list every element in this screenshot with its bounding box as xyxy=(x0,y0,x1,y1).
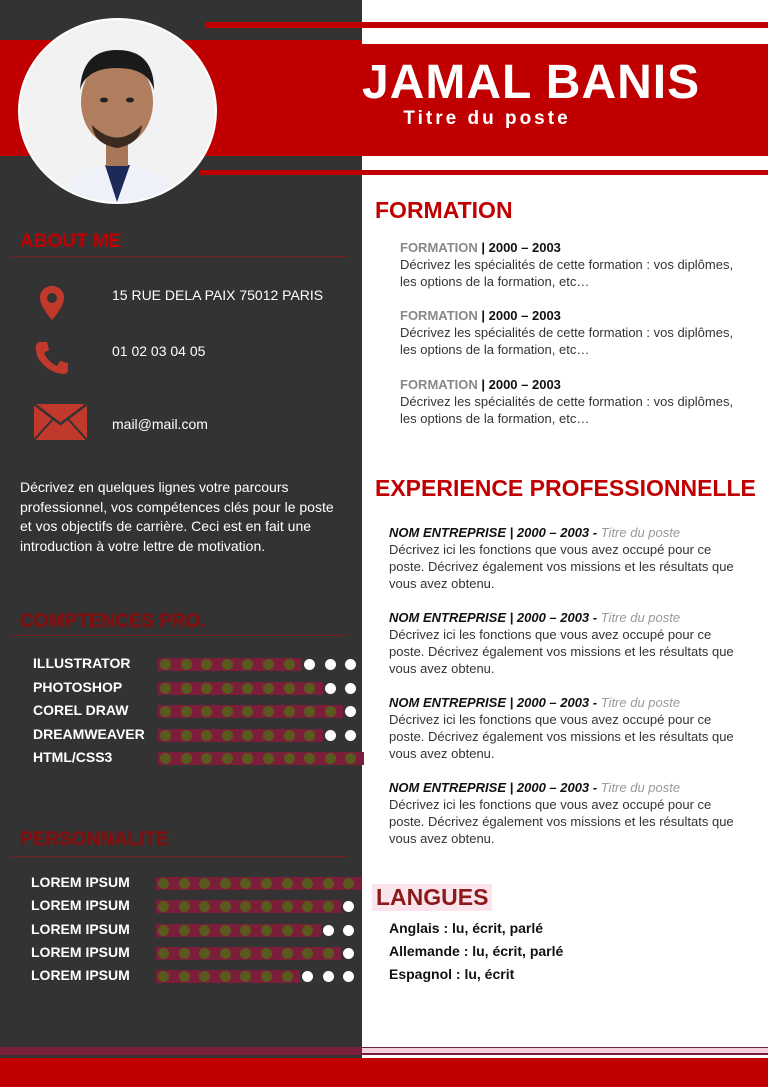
rating-dots xyxy=(160,682,366,696)
experience-item xyxy=(389,609,749,677)
language-item: Anglais : lu, écrit, parlé xyxy=(389,920,544,936)
experience-company: NOM ENTREPRISE | 2000 – 2003 - xyxy=(389,525,601,540)
rating-dots xyxy=(158,900,364,914)
rating-dot-empty xyxy=(343,948,354,959)
rating-dots xyxy=(160,752,366,766)
phone-text: 01 02 03 04 05 xyxy=(112,343,206,359)
rating-dot-filled xyxy=(304,683,315,694)
rating-label: HTML/CSS3 xyxy=(33,749,113,765)
rating-dot-empty xyxy=(343,901,354,912)
top-accent-line xyxy=(205,22,768,28)
experience-item xyxy=(389,524,749,592)
formation-text: Décrivez les spécialités de cette formation : vos diplômes, les options de la formation, etc… xyxy=(400,257,734,289)
rating-dot-filled xyxy=(240,925,251,936)
rating-dot-filled xyxy=(201,683,212,694)
about-rule xyxy=(10,256,348,257)
rating-label: LOREM IPSUM xyxy=(31,920,130,937)
rating-dot-filled xyxy=(201,730,212,741)
rating-dot-filled xyxy=(261,925,272,936)
formation-item xyxy=(400,239,750,290)
footer-band xyxy=(0,1058,768,1087)
rating-dot-filled xyxy=(158,925,169,936)
rating-dot-filled xyxy=(242,730,253,741)
profile-photo xyxy=(18,18,217,204)
rating-dot-filled xyxy=(282,878,293,889)
rating-dot-filled xyxy=(282,901,293,912)
rating-dots xyxy=(158,970,364,984)
language-item: Espagnol : lu, écrit xyxy=(389,966,515,982)
rating-dot-filled xyxy=(181,730,192,741)
language-item: Allemande : lu, écrit, parlé xyxy=(389,943,564,959)
rating-dot-filled xyxy=(284,730,295,741)
rating-dot-filled xyxy=(179,925,190,936)
rating-dot-filled xyxy=(263,659,274,670)
experience-role: Titre du poste xyxy=(600,610,681,625)
rating-dot-empty xyxy=(323,925,334,936)
experience-text: Décrivez ici les fonctions que vous avez occupé pour ce poste. Décrivez également vos missions et les résultats que vous avez obtenu. xyxy=(389,712,734,761)
personality-title: PERSONNALITE xyxy=(20,829,169,850)
experience-company: NOM ENTREPRISE | 2000 – 2003 - xyxy=(389,695,601,710)
experience-item xyxy=(389,779,749,847)
formation-text: Décrivez les spécialités de cette formation : vos diplômes, les options de la formation, etc… xyxy=(400,394,734,426)
email-text: mail@mail.com xyxy=(112,416,208,432)
rating-dot-filled xyxy=(222,753,233,764)
rating-dot-filled xyxy=(302,925,313,936)
rating-dot-empty xyxy=(345,683,356,694)
rating-dot-filled xyxy=(222,683,233,694)
rating-dot-filled xyxy=(323,878,334,889)
rating-dot-filled xyxy=(160,683,171,694)
footer-highlight xyxy=(362,1048,768,1053)
formation-item xyxy=(400,376,750,427)
skills-rule xyxy=(10,635,348,636)
rating-dot-filled xyxy=(220,925,231,936)
rating-dot-filled xyxy=(220,878,231,889)
formation-dates: | 2000 – 2003 xyxy=(477,308,561,323)
rating-dot-filled xyxy=(284,706,295,717)
experience-item xyxy=(389,694,749,762)
rating-dot-empty xyxy=(343,925,354,936)
rating-dot-filled xyxy=(158,948,169,959)
formation-label: FORMATION xyxy=(400,240,478,255)
rating-dots xyxy=(160,729,366,743)
rating-dot-empty xyxy=(325,683,336,694)
rating-dot-filled xyxy=(261,878,272,889)
experience-role: Titre du poste xyxy=(600,695,681,710)
rating-dot-filled xyxy=(263,706,274,717)
rating-dot-empty xyxy=(345,730,356,741)
personality-rule xyxy=(10,856,348,857)
rating-label: LOREM IPSUM xyxy=(31,943,130,960)
rating-dot-filled xyxy=(181,753,192,764)
experience-title: EXPERIENCE PROFESSIONNELLE xyxy=(375,475,756,501)
skills-title: COMPTENCES PRO. xyxy=(20,611,206,632)
rating-dot-filled xyxy=(199,948,210,959)
header-stripe xyxy=(362,40,768,44)
rating-dots xyxy=(158,924,364,938)
formation-label: FORMATION xyxy=(400,308,478,323)
rating-dot-filled xyxy=(325,706,336,717)
about-title: ABOUT ME xyxy=(20,231,122,252)
rating-dot-filled xyxy=(160,730,171,741)
rating-dots xyxy=(158,947,364,961)
formation-text: Décrivez les spécialités de cette formation : vos diplômes, les options de la formation, etc… xyxy=(400,325,734,357)
address-text: 15 RUE DELA PAIX 75012 PARIS xyxy=(112,287,324,303)
rating-dots xyxy=(160,658,366,672)
rating-dot-filled xyxy=(160,659,171,670)
rating-label: ILLUSTRATOR xyxy=(33,655,131,671)
experience-company: NOM ENTREPRISE | 2000 – 2003 - xyxy=(389,780,601,795)
formation-dates: | 2000 – 2003 xyxy=(477,240,561,255)
rating-dot-filled xyxy=(302,948,313,959)
rating-dot-filled xyxy=(160,753,171,764)
candidate-name: JAMAL BANIS xyxy=(362,56,701,109)
header-underline xyxy=(200,170,768,175)
rating-dot-filled xyxy=(282,971,293,982)
rating-dot-filled xyxy=(222,706,233,717)
rating-dot-empty xyxy=(325,659,336,670)
rating-dot-filled xyxy=(220,948,231,959)
rating-dot-filled xyxy=(220,971,231,982)
rating-dot-filled xyxy=(263,753,274,764)
experience-text: Décrivez ici les fonctions que vous avez occupé pour ce poste. Décrivez également vos missions et les résultats que vous avez obtenu. xyxy=(389,797,734,846)
rating-dot-empty xyxy=(325,730,336,741)
rating-label: LOREM IPSUM xyxy=(31,897,130,914)
rating-label: COREL DRAW xyxy=(33,702,129,718)
formation-title: FORMATION xyxy=(375,197,513,223)
experience-role: Titre du poste xyxy=(600,525,681,540)
rating-dot-empty xyxy=(345,659,356,670)
formation-dates: | 2000 – 2003 xyxy=(477,377,561,392)
rating-dot-filled xyxy=(160,706,171,717)
rating-dot-filled xyxy=(263,683,274,694)
experience-role: Titre du poste xyxy=(600,780,681,795)
rating-dot-filled xyxy=(222,659,233,670)
rating-dot-filled xyxy=(284,659,295,670)
formation-label: FORMATION xyxy=(400,377,478,392)
mail-icon xyxy=(34,404,87,445)
rating-dot-filled xyxy=(282,925,293,936)
formation-item xyxy=(400,307,750,358)
rating-dot-filled xyxy=(242,683,253,694)
rating-dot-filled xyxy=(181,659,192,670)
rating-dot-empty xyxy=(302,971,313,982)
rating-dot-filled xyxy=(261,948,272,959)
rating-dot-filled xyxy=(284,683,295,694)
experience-text: Décrivez ici les fonctions que vous avez occupé pour ce poste. Décrivez également vos missions et les résultats que vous avez obtenu. xyxy=(389,627,734,676)
experience-company: NOM ENTREPRISE | 2000 – 2003 - xyxy=(389,610,601,625)
location-icon xyxy=(40,286,64,325)
rating-dot-filled xyxy=(222,730,233,741)
rating-dot-filled xyxy=(304,730,315,741)
rating-dot-filled xyxy=(181,683,192,694)
rating-dot-empty xyxy=(345,706,356,717)
rating-label: LOREM IPSUM xyxy=(31,874,130,890)
rating-dot-filled xyxy=(158,878,169,889)
about-description: Décrivez en quelques lignes votre parcours professionnel, vos compétences clés pour le poste et vos objectifs de carrière. Ceci est en fait une introduction à votre lettre de motivation. xyxy=(20,479,334,554)
rating-dot-filled xyxy=(181,706,192,717)
rating-dots xyxy=(158,877,364,891)
languages-title: LANGUES xyxy=(372,884,492,911)
rating-dot-filled xyxy=(282,948,293,959)
rating-dot-filled xyxy=(179,948,190,959)
rating-dot-empty xyxy=(343,971,354,982)
rating-dot-filled xyxy=(263,730,274,741)
rating-dots xyxy=(160,705,366,719)
rating-dot-filled xyxy=(199,925,210,936)
rating-label: LOREM IPSUM xyxy=(31,967,130,984)
rating-label: PHOTOSHOP xyxy=(33,678,123,695)
rating-dot-filled xyxy=(179,901,190,912)
rating-dot-empty xyxy=(304,659,315,670)
rating-dot-filled xyxy=(179,971,190,982)
rating-dot-filled xyxy=(179,878,190,889)
job-title: Titre du poste xyxy=(403,108,571,129)
rating-dot-filled xyxy=(284,753,295,764)
rating-label: DREAMWEAVER xyxy=(33,725,145,742)
rating-dot-empty xyxy=(323,971,334,982)
rating-dot-filled xyxy=(323,948,334,959)
rating-dot-filled xyxy=(325,753,336,764)
experience-text: Décrivez ici les fonctions que vous avez occupé pour ce poste. Décrivez également vos missions et les résultats que vous avez obtenu. xyxy=(389,542,734,591)
phone-icon xyxy=(34,340,70,381)
